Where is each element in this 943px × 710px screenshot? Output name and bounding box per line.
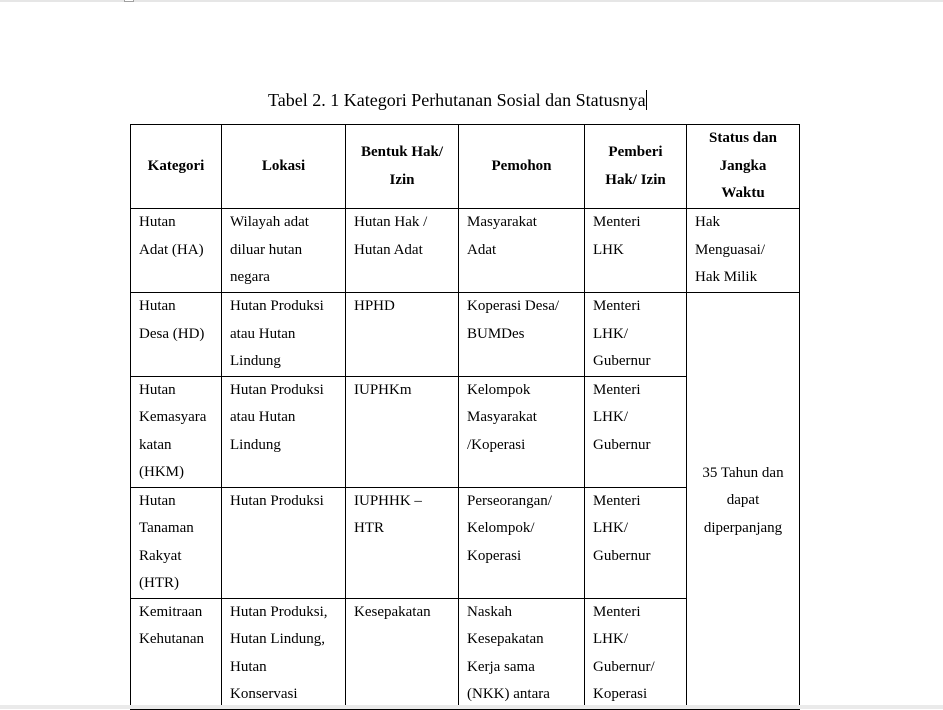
cell-lokasi: Hutan Produksi atau Hutan Lindung: [222, 376, 346, 487]
cell-pemberi: Menteri LHK: [585, 209, 687, 293]
cell-bentuk: IUPHHK – HTR: [346, 487, 459, 598]
cell-bentuk: Hutan Hak / Hutan Adat: [346, 209, 459, 293]
cell-kategori: Kemitraan Kehutanan: [131, 598, 222, 709]
cell-pemohon: Masyarakat Adat: [459, 209, 585, 293]
header-pemohon: Pemohon: [459, 125, 585, 209]
table-header-row: [131, 125, 800, 209]
header-lokasi: Lokasi: [222, 125, 346, 209]
cell-pemberi: Menteri LHK/ Gubernur/ Koperasi: [585, 598, 687, 709]
cell-bentuk: IUPHKm: [346, 376, 459, 487]
cell-pemohon: Kelompok Masyarakat /Koperasi: [459, 376, 585, 487]
cell-lokasi: Wilayah adat diluar hutan negara: [222, 209, 346, 293]
text-boundary-marker: [124, 0, 134, 2]
text-cursor: [646, 90, 647, 110]
table-caption[interactable]: [268, 88, 647, 112]
cell-status: Hak Menguasai/ Hak Milik: [687, 209, 800, 293]
cell-pemohon: Perseorangan/ Kelompok/ Koperasi: [459, 487, 585, 598]
header-pemberi-hak-izin: Pemberi Hak/ Izin: [585, 125, 687, 209]
header-bentuk-hak-izin: Bentuk Hak/ Izin: [346, 125, 459, 209]
cell-lokasi: Hutan Produksi atau Hutan Lindung: [222, 293, 346, 377]
cell-kategori: Hutan Adat (HA): [131, 209, 222, 293]
cell-kategori: Hutan Kemasyara katan (HKM): [131, 376, 222, 487]
social-forestry-table: [130, 124, 800, 710]
cell-lokasi: Hutan Produksi: [222, 487, 346, 598]
cell-bentuk: Kesepakatan: [346, 598, 459, 709]
cell-kategori: Hutan Desa (HD): [131, 293, 222, 377]
cell-lokasi: Hutan Produksi, Hutan Lindung, Hutan Konservasi: [222, 598, 346, 709]
cell-pemberi: Menteri LHK/ Gubernur: [585, 376, 687, 487]
table-row: [131, 293, 800, 377]
cell-kategori: Hutan Tanaman Rakyat (HTR): [131, 487, 222, 598]
cell-pemberi: Menteri LHK/ Gubernur: [585, 487, 687, 598]
cell-pemohon: Naskah Kesepakatan Kerja sama (NKK) antara: [459, 598, 585, 709]
cell-pemohon: Koperasi Desa/ BUMDes: [459, 293, 585, 377]
table-row: [131, 209, 800, 293]
page-top-edge: [0, 0, 943, 2]
cell-pemberi: Menteri LHK/ Gubernur: [585, 293, 687, 377]
caption-text: Tabel 2. 1 Kategori Perhutanan Sosial dan Statusnya: [268, 90, 646, 110]
header-status-jangka-waktu: Status dan Jangka Waktu: [687, 125, 800, 209]
cell-bentuk: HPHD: [346, 293, 459, 377]
header-kategori: Kategori: [131, 125, 222, 209]
page-bottom-edge: [0, 705, 943, 709]
cell-status-merged: 35 Tahun dan dapat diperpanjang: [687, 293, 800, 710]
